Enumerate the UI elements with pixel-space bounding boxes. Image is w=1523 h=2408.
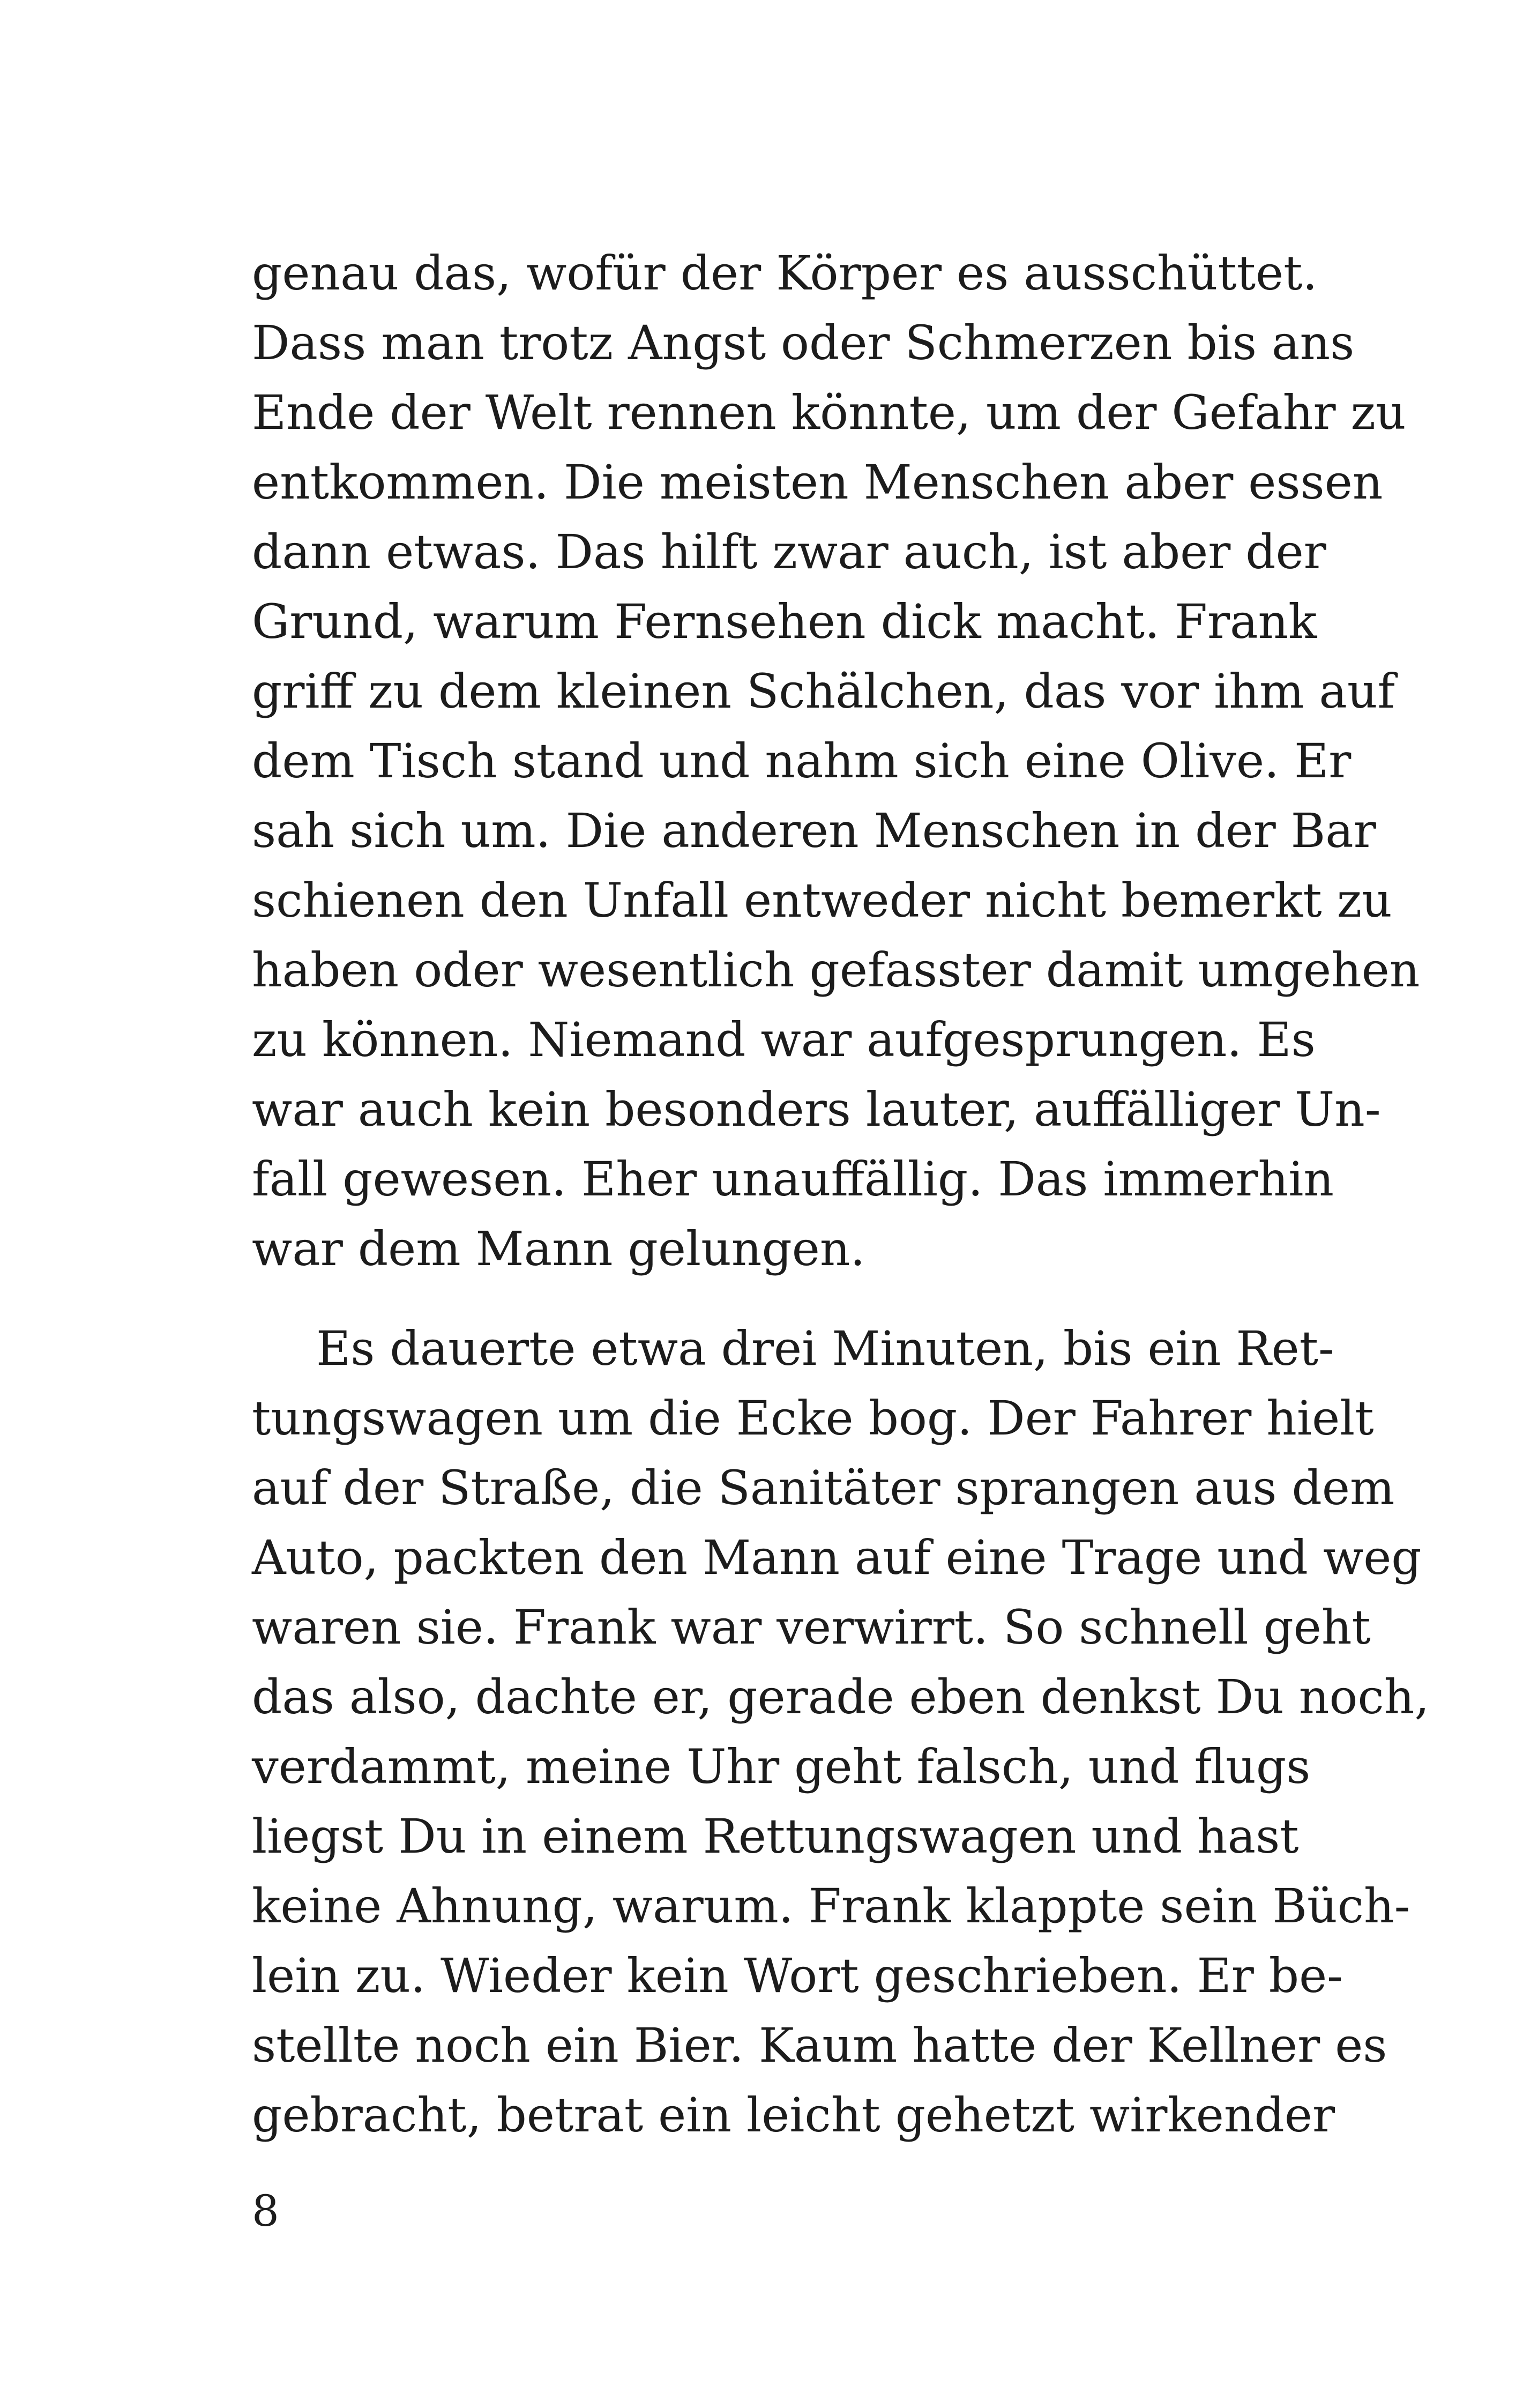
text-line: waren sie. Frank war verwirrt. So schnell geht <box>252 1600 1371 1655</box>
text-line: sah sich um. Die anderen Menschen in der Bar <box>252 803 1376 858</box>
text-line: haben oder wesentlich gefasster damit umgehen <box>252 942 1420 998</box>
text-line: war auch kein besonders lauter, auffälliger Un- <box>252 1082 1381 1137</box>
text-line: das also, dachte er, gerade eben denkst Du noch, <box>252 1669 1430 1725</box>
text-line: keine Ahnung, warum. Frank klappte sein Büch- <box>252 1878 1410 1934</box>
text-line: liegst Du in einem Rettungswagen und hast <box>252 1809 1299 1864</box>
text-line: auf der Straße, die Sanitäter sprangen aus dem <box>252 1460 1395 1515</box>
text-line: dann etwas. Das hilft zwar auch, ist aber der <box>252 524 1326 579</box>
page-number: 8 <box>252 2186 279 2236</box>
text-line: verdammt, meine Uhr geht falsch, und flugs <box>252 1739 1311 1794</box>
text-line: entkommen. Die meisten Menschen aber essen <box>252 455 1383 510</box>
paragraph-2 <box>252 1314 1430 2150</box>
text-line: dem Tisch stand und nahm sich eine Olive. Er <box>252 733 1352 789</box>
paragraph-1 <box>252 239 1420 1284</box>
text-line: genau das, wofür der Körper es ausschüttet. <box>252 246 1318 301</box>
text-line: zu können. Niemand war aufgesprungen. Es <box>252 1012 1316 1067</box>
text-line: schienen den Unfall entweder nicht bemerkt zu <box>252 873 1392 928</box>
text-line: griff zu dem kleinen Schälchen, das vor ihm auf <box>252 664 1395 719</box>
text-line: Dass man trotz Angst oder Schmerzen bis ans <box>252 315 1355 370</box>
text-line: lein zu. Wieder kein Wort geschrieben. Er be- <box>252 1948 1343 2003</box>
text-line: fall gewesen. Eher unauffällig. Das immerhin <box>252 1151 1334 1207</box>
text-line: Auto, packten den Mann auf eine Trage und weg <box>252 1530 1422 1585</box>
text-line: tungswagen um die Ecke bog. Der Fahrer hielt <box>252 1391 1374 1446</box>
text-line: gebracht, betrat ein leicht gehetzt wirkender <box>252 2087 1335 2143</box>
text-line: Es dauerte etwa drei Minuten, bis ein Ret- <box>316 1321 1334 1376</box>
text-line: Ende der Welt rennen könnte, um der Gefahr zu <box>252 385 1406 440</box>
text-line: stellte noch ein Bier. Kaum hatte der Kellner es <box>252 2018 1387 2073</box>
text-line: war dem Mann gelungen. <box>252 1221 865 1276</box>
body-text <box>252 239 1430 2150</box>
text-line: Grund, warum Fernsehen dick macht. Frank <box>252 594 1317 649</box>
